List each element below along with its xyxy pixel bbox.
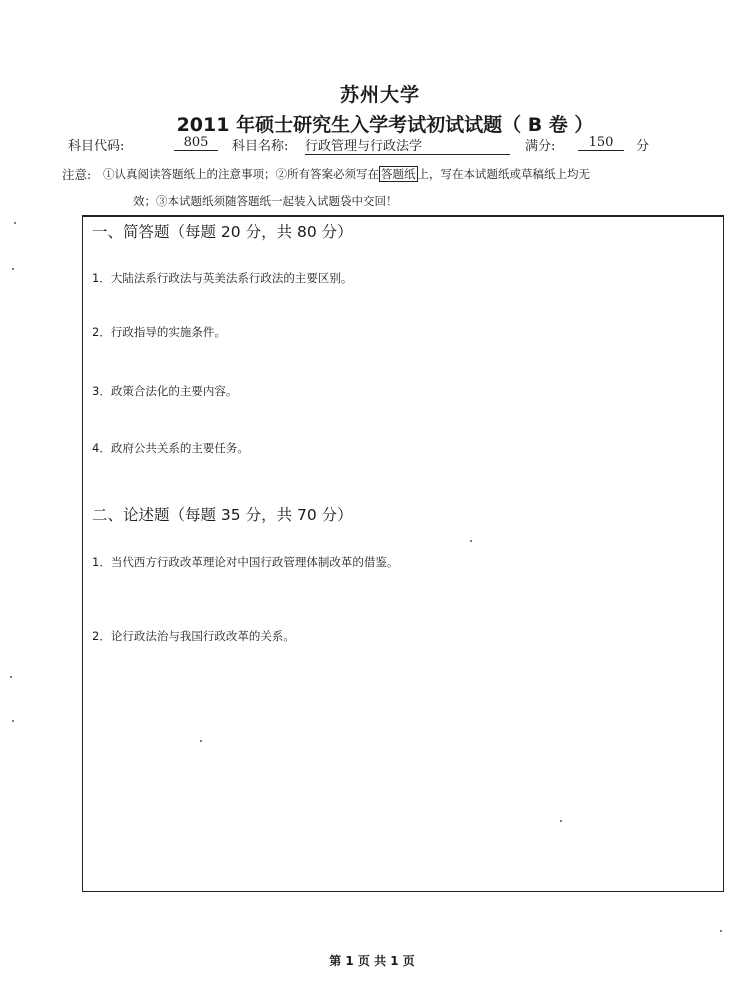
scan-speck	[14, 222, 16, 224]
scan-speck	[12, 720, 14, 722]
question-2-1: 1．当代西方行政改革理论对中国行政管理体制改革的借鉴。	[92, 555, 399, 569]
scan-speck	[470, 540, 472, 542]
question-1-4: 4．政府公共关系的主要任务。	[92, 441, 249, 455]
scan-speck	[560, 820, 562, 822]
full-score: 150	[578, 135, 624, 151]
exam-title: 2011 年硕士研究生入学考试初试试题（ B 卷 ）	[176, 114, 594, 136]
score-unit: 分	[636, 139, 650, 154]
section-2-title: 二、论述题（每题 35 分，共 70 分）	[92, 506, 353, 524]
question-1-1: 1．大陆法系行政法与英美法系行政法的主要区别。	[92, 271, 353, 285]
question-1-2: 2．行政指导的实施条件。	[92, 325, 226, 339]
question-1-3: 3．政策合法化的主要内容。	[92, 384, 238, 398]
subject-name: 行政管理与行政法学	[305, 135, 510, 155]
question-2-2: 2．论行政法治与我国行政改革的关系。	[92, 629, 295, 643]
full-score-label: 满分:	[525, 139, 556, 154]
subject-name-field	[305, 135, 510, 155]
university-name: 苏州大学	[339, 84, 420, 106]
scan-speck	[12, 268, 14, 270]
notice-line-1	[103, 166, 590, 182]
page-footer: 第 1 页 共 1 页	[329, 954, 415, 968]
section-1-title: 一、简答题（每题 20 分，共 80 分）	[92, 223, 353, 241]
scan-speck	[10, 676, 12, 678]
subject-name-label: 科目名称:	[232, 139, 289, 154]
subject-code-field	[174, 135, 218, 151]
subject-code-label: 科目代码:	[68, 139, 125, 154]
scan-speck	[200, 740, 202, 742]
subject-code: 805	[174, 135, 218, 151]
scan-speck	[720, 930, 722, 932]
notice-line-1-part-a: ①认真阅读答题纸上的注意事项；②所有答案必须写在	[103, 167, 379, 181]
full-score-field	[578, 135, 624, 151]
notice-line-1-part-b: 上，写在本试题纸或草稿纸上均无	[417, 167, 590, 181]
notice-label: 注意:	[62, 167, 92, 182]
answer-sheet-boxed-term: 答题纸	[381, 167, 416, 181]
notice-line-2: 效；③本试题纸须随答题纸一起装入试题袋中交回！	[133, 194, 398, 208]
